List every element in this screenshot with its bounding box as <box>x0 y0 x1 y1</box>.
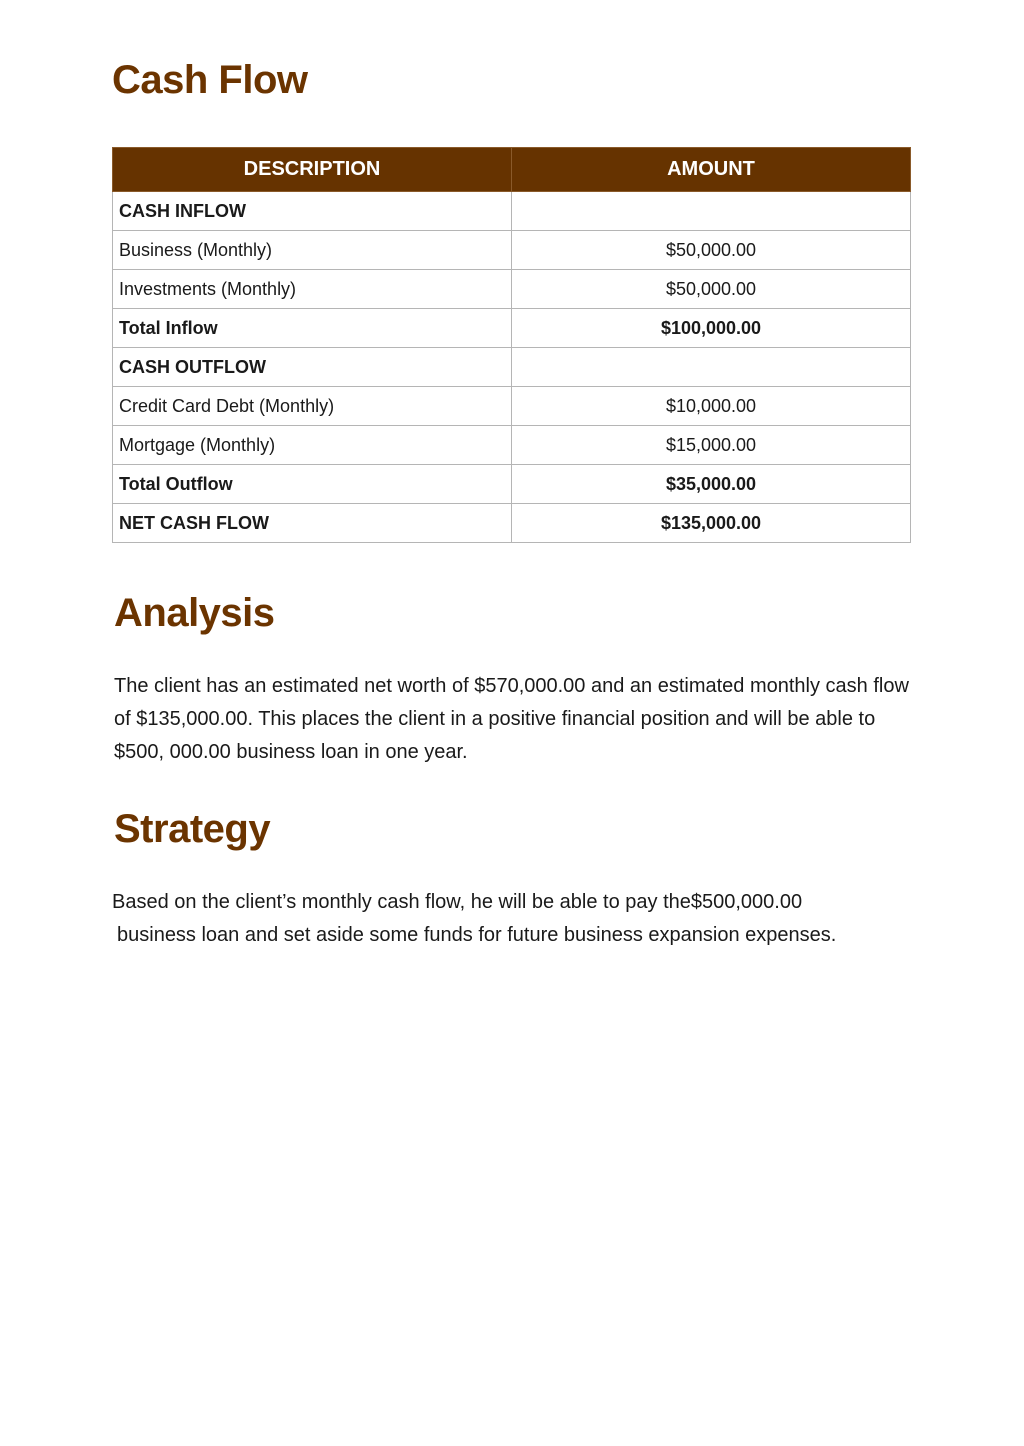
cash-flow-heading: Cash Flow <box>112 58 308 102</box>
row-amount: $15,000.00 <box>512 426 911 465</box>
table-row <box>113 192 911 231</box>
analysis-heading: Analysis <box>114 591 275 635</box>
analysis-paragraph: The client has an estimated net worth of $570,000.00 and an estimated monthly cash flow of $135,000.00. This places the client in a positive financial position and will be able to $500, 000.00 business loan in one year. <box>114 675 909 763</box>
row-description: Business (Monthly) <box>113 231 512 270</box>
table-row <box>113 426 911 465</box>
strategy-paragraph <box>112 886 912 952</box>
row-description: Mortgage (Monthly) <box>113 426 512 465</box>
row-amount <box>512 348 911 387</box>
table-header-row <box>113 148 911 192</box>
amount-column-header: AMOUNT <box>512 148 911 192</box>
table-row <box>113 231 911 270</box>
row-description: Total Outflow <box>113 465 512 504</box>
row-description: CASH OUTFLOW <box>113 348 512 387</box>
description-column-header: DESCRIPTION <box>113 148 512 192</box>
table-row <box>113 387 911 426</box>
table-row <box>113 348 911 387</box>
row-amount: $135,000.00 <box>512 504 911 543</box>
row-description: Credit Card Debt (Monthly) <box>113 387 512 426</box>
table-row <box>113 309 911 348</box>
strategy-line-1: Based on the client’s monthly cash flow, he will be able to pay the$500,000.00 <box>112 891 803 913</box>
row-description: CASH INFLOW <box>113 192 512 231</box>
row-amount <box>512 192 911 231</box>
strategy-line-2: business loan and set aside some funds for future business expansion expenses. <box>117 924 837 946</box>
row-amount: $50,000.00 <box>512 231 911 270</box>
row-description: Total Inflow <box>113 309 512 348</box>
row-amount: $35,000.00 <box>512 465 911 504</box>
row-amount: $10,000.00 <box>512 387 911 426</box>
cash-flow-table <box>112 147 911 543</box>
row-description: NET CASH FLOW <box>113 504 512 543</box>
table-row <box>113 270 911 309</box>
row-amount: $100,000.00 <box>512 309 911 348</box>
row-description: Investments (Monthly) <box>113 270 512 309</box>
table-row <box>113 504 911 543</box>
row-amount: $50,000.00 <box>512 270 911 309</box>
table-row <box>113 465 911 504</box>
strategy-heading: Strategy <box>114 807 271 851</box>
